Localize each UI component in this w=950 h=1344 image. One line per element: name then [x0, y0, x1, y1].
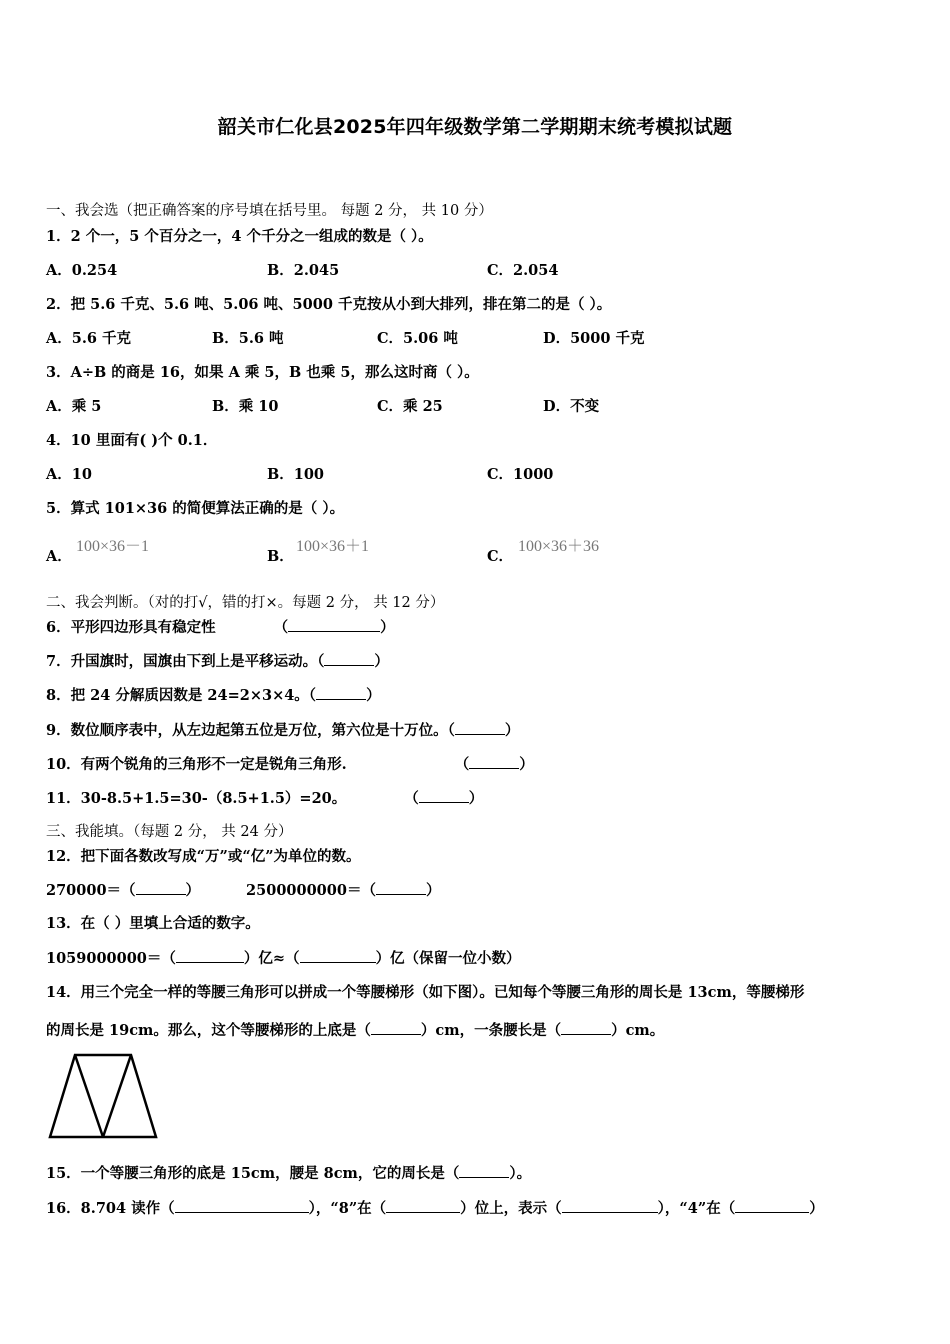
question-6	[46, 617, 395, 638]
q9-stem: 9．数位顺序表中，从左边起第五位是万位，第六位是十万位。（	[46, 722, 455, 739]
q16-part-5: ）	[809, 1200, 824, 1217]
q13-part-2: ）亿≈（	[243, 950, 300, 967]
q13-part-1: 1059000000＝（	[46, 950, 176, 967]
q12-close-paren-1: ）	[185, 882, 201, 899]
section-2-heading: 二、我会判断。（对的打√，错的打×。每题 2 分， 共 12 分）	[46, 595, 445, 611]
q16-part-4: ），“4”在（	[657, 1200, 736, 1217]
question-3-stem: 3．A÷B 的商是 16，如果 A 乘 5，B 也乘 5，那么这时商（ ）。	[46, 364, 479, 381]
section-1-heading: 一、我会选（把正确答案的序号填在括号里。 每题 2 分， 共 10 分）	[46, 203, 493, 219]
q5-formula-c: 100×36＋36	[518, 538, 600, 555]
q10-open-paren: （	[454, 756, 470, 773]
q4-option-b: B．100	[267, 466, 325, 483]
q1-option-a: A．0.254	[46, 262, 118, 279]
q8-close-paren: ）	[366, 687, 381, 704]
q3-option-a: A．乘 5	[46, 398, 102, 415]
q12-number-2: 2500000000＝（	[246, 882, 376, 899]
q5-formula-a: 100×36－1	[76, 538, 150, 555]
q7-answer-blank[interactable]	[324, 651, 374, 666]
question-13-stem: 13．在（ ）里填上合适的数字。	[46, 915, 260, 932]
q9-answer-blank[interactable]	[455, 720, 505, 735]
q11-stem: 11．30-8.5+1.5=30-（8.5+1.5）=20。	[46, 790, 347, 807]
question-10	[46, 754, 534, 775]
q13-answer-blank-1[interactable]	[176, 948, 244, 963]
q6-answer-blank[interactable]	[288, 617, 380, 632]
question-5-stem: 5．算式 101×36 的简便算法正确的是（ ）。	[46, 500, 345, 517]
q10-answer-blank[interactable]	[469, 754, 519, 769]
q1-option-c: C．2.054	[487, 262, 559, 279]
page-title: 韶关市仁化县2025年四年级数学第二学期期末统考模拟试题	[217, 116, 733, 138]
q10-stem: 10．有两个锐角的三角形不一定是锐角三角形.	[46, 756, 347, 773]
q5-option-a: A．	[46, 548, 72, 565]
q5-formula-b: 100×36＋1	[296, 538, 370, 555]
q8-stem: 8．把 24 分解质因数是 24=2×3×4。（	[46, 687, 317, 704]
q6-close-paren: ）	[380, 619, 395, 636]
section-3-heading: 三、我能填。（每题 2 分， 共 24 分）	[46, 824, 293, 840]
q7-close-paren: ）	[374, 653, 389, 670]
q2-option-c: C．5.06 吨	[377, 330, 458, 347]
q11-open-paren: （	[404, 790, 419, 807]
q5-option-b: B．	[267, 548, 294, 565]
question-14-line-1: 14．用三个完全一样的等腰三角形可以拼成一个等腰梯形（如下图）。已知每个等腰三角形的周长是 13cm，等腰梯形	[46, 984, 805, 1001]
q15-stem: 15．一个等腰三角形的底是 15cm，腰是 8cm，它的周长是（	[46, 1165, 460, 1182]
q16-answer-blank-1[interactable]	[175, 1198, 309, 1213]
question-9	[46, 720, 519, 741]
q2-option-d: D．5000 千克	[543, 330, 645, 347]
trapezoid-inner-line-left	[75, 1055, 103, 1137]
q12-answer-blank-1[interactable]	[136, 880, 186, 895]
q14-answer-blank-2[interactable]	[561, 1020, 611, 1035]
q10-close-paren: ）	[519, 756, 534, 773]
q3-option-d: D．不变	[543, 398, 600, 415]
question-7	[46, 651, 389, 672]
question-4-stem: 4．10 里面有( )个 0.1．	[46, 432, 218, 449]
q11-answer-blank[interactable]	[419, 788, 469, 803]
question-11	[46, 788, 483, 809]
q12-answer-blank-2[interactable]	[376, 880, 426, 895]
question-2-stem: 2．把 5.6 千克、5.6 吨、5.06 吨、5000 千克按从小到大排列，排在第二的是（ ）。	[46, 296, 612, 313]
trapezoid-inner-line-right	[103, 1055, 131, 1137]
q3-option-c: C．乘 25	[377, 398, 443, 415]
q2-option-b: B．5.6 吨	[212, 330, 284, 347]
q11-close-paren: ）	[468, 790, 484, 807]
q4-option-a: A．10	[46, 466, 92, 483]
q7-stem: 7．升国旗时，国旗由下到上是平移运动。（	[46, 653, 325, 670]
question-14-line-2	[46, 1020, 664, 1041]
q2-option-a: A．5.6 千克	[46, 330, 132, 347]
q12-close-paren-2: ）	[425, 882, 441, 899]
question-12-stem: 12．把下面各数改写成“万”或“亿”为单位的数。	[46, 848, 361, 865]
q13-answer-blank-2[interactable]	[300, 948, 376, 963]
q16-part-2: ），“8”在（	[308, 1200, 387, 1217]
q6-stem: 6．平形四边形具有稳定性	[46, 619, 216, 636]
q15-answer-blank[interactable]	[459, 1163, 509, 1178]
q14-part-b: ）cm，一条腰长是（	[420, 1022, 562, 1039]
q13-part-3: ）亿（保留一位小数）	[375, 950, 521, 967]
trapezoid-outline	[50, 1055, 156, 1137]
q4-option-c: C．1000	[487, 466, 554, 483]
q8-answer-blank[interactable]	[316, 685, 366, 700]
q1-option-b: B．2.045	[267, 262, 340, 279]
q16-part-3: ）位上，表示（	[460, 1200, 562, 1217]
q14-answer-blank-1[interactable]	[371, 1020, 421, 1035]
q3-option-b: B．乘 10	[212, 398, 279, 415]
q16-part-1: 16．8.704 读作（	[46, 1200, 175, 1217]
q16-answer-blank-2[interactable]	[386, 1198, 460, 1213]
q16-answer-blank-3[interactable]	[562, 1198, 658, 1213]
question-13-item	[46, 948, 521, 969]
trapezoid-figure	[46, 1052, 162, 1142]
q12-number-1: 270000＝（	[46, 882, 136, 899]
question-16	[46, 1198, 824, 1219]
q14-part-a: 的周长是 19cm。那么，这个等腰梯形的上底是（	[46, 1022, 371, 1039]
question-8	[46, 685, 381, 706]
q14-part-c: ）cm。	[611, 1022, 665, 1039]
question-12-items	[46, 880, 440, 901]
q6-open-paren: （	[273, 619, 289, 636]
q9-close-paren: ）	[504, 722, 520, 739]
q5-option-c: C．	[487, 548, 514, 565]
q15-close: ）。	[509, 1165, 532, 1182]
question-15	[46, 1163, 531, 1184]
question-1-stem: 1．2 个一，5 个百分之一，4 个千分之一组成的数是（ ）。	[46, 228, 433, 245]
q16-answer-blank-4[interactable]	[735, 1198, 809, 1213]
